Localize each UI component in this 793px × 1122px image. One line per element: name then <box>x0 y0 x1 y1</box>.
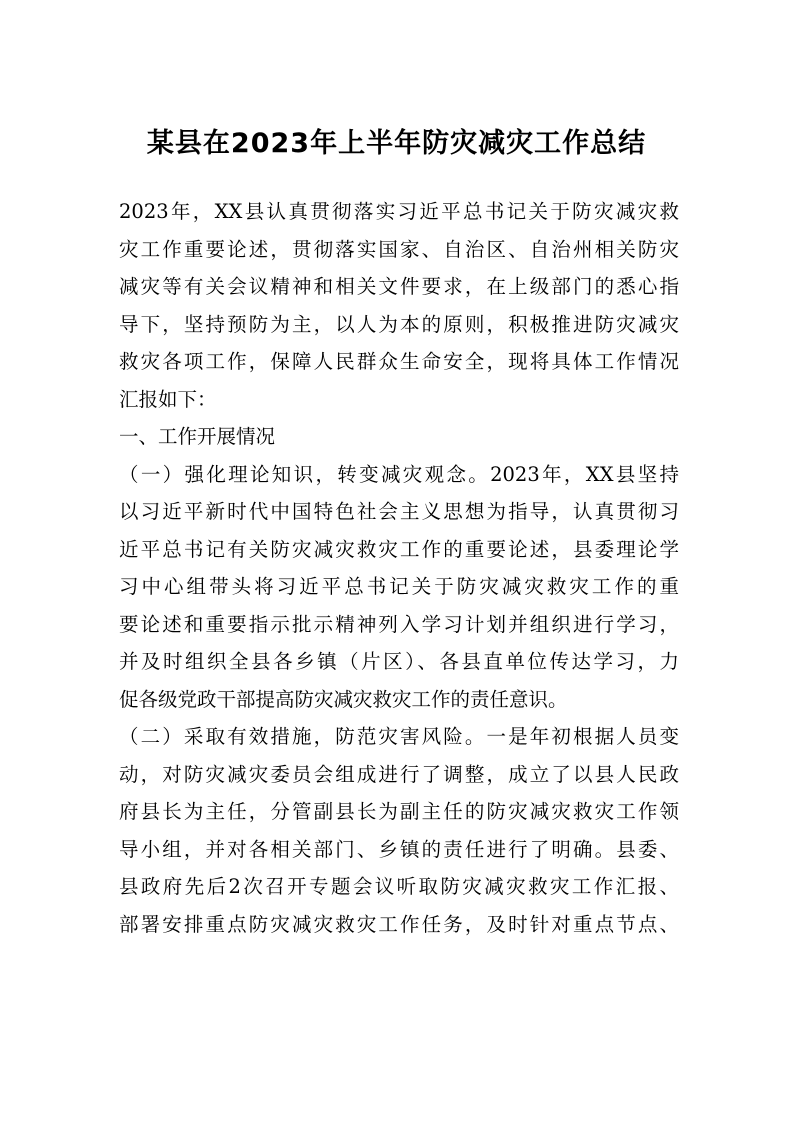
body-line: 促各级党政干部提高防灾减灾救灾工作的责任意识。 <box>119 687 568 711</box>
body-line: 动，对防灾减灾委员会组成进行了调整，成立了以县人民政 <box>119 762 679 786</box>
body-line: 汇报如下： <box>119 387 217 411</box>
body-line: 近平总书记有关防灾减灾救灾工作的重要论述，县委理论学 <box>119 537 679 561</box>
body-line: 习中心组带头将习近平总书记关于防灾减灾救灾工作的重 <box>119 575 679 598</box>
body-line: 府县长为主任，分管副县长为副主任的防灾减灾救灾工作领 <box>119 800 679 823</box>
document-body <box>119 193 679 943</box>
document-title: 某县在2023年上半年防灾减灾工作总结 <box>146 128 647 159</box>
body-line: 要论述和重要指示批示精神列入学习计划并组织进行学习， <box>119 612 679 636</box>
body-line: （二）采取有效措施，防范灾害风险。一是年初根据人员变 <box>119 725 679 748</box>
body-line: 导小组，并对各相关部门、乡镇的责任进行了明确。县委、 <box>119 837 679 861</box>
body-line: 减灾等有关会议精神和相关文件要求，在上级部门的悉心指 <box>119 275 679 298</box>
body-line: 灾工作重要论述，贯彻落实国家、自治区、自治州相关防灾 <box>119 237 679 261</box>
body-line: 部署安排重点防灾减灾救灾工作任务，及时针对重点节点、 <box>119 912 679 936</box>
body-line: （一）强化理论知识，转变减灾观念。2023年，XX县坚持 <box>119 462 679 486</box>
body-line: 导下，坚持预防为主，以人为本的原则，积极推进防灾减灾 <box>119 312 679 336</box>
body-line: 以习近平新时代中国特色社会主义思想为指导，认真贯彻习 <box>119 500 679 523</box>
body-line: 县政府先后2次召开专题会议听取防灾减灾救灾工作汇报、 <box>119 875 679 898</box>
section-heading: 一、工作开展情况 <box>119 425 276 448</box>
body-line: 并及时组织全县各乡镇（片区）、各县直单位传达学习，力 <box>119 650 679 673</box>
body-line: 救灾各项工作，保障人民群众生命安全，现将具体工作情况 <box>119 350 679 373</box>
body-line: 2023年，XX县认真贯彻落实习近平总书记关于防灾减灾救 <box>119 200 679 223</box>
